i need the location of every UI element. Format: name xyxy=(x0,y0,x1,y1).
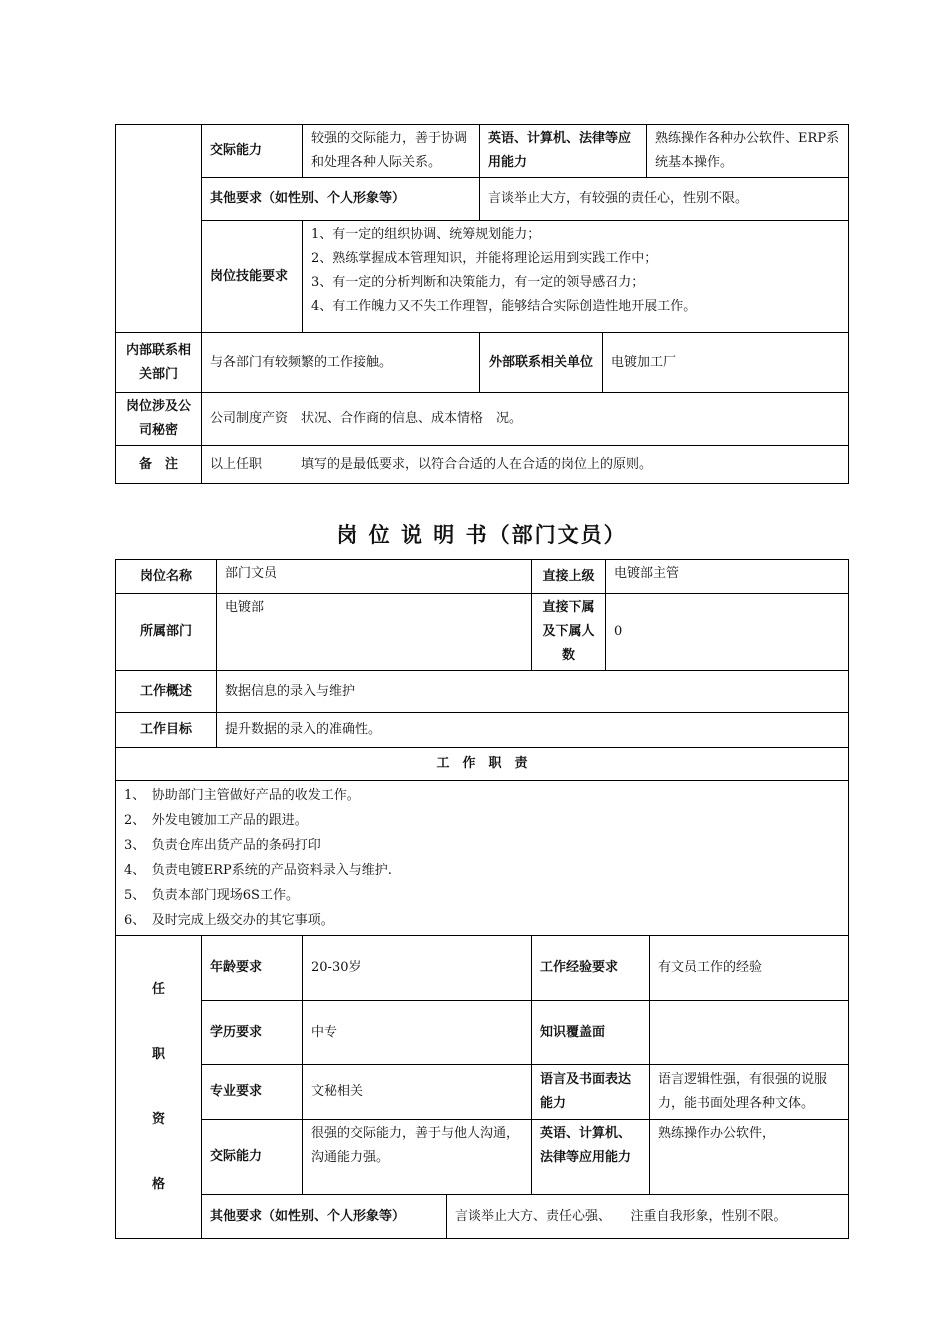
department-label: 所属部门 xyxy=(116,594,217,671)
secret-value: 公司制度产资 状况、合作商的信息、成本情格 况。 xyxy=(202,393,849,446)
experience-value: 有文员工作的经验 xyxy=(650,936,849,1001)
overview-label: 工作概述 xyxy=(116,671,217,713)
duty-item: 6、 及时完成上级交办的其它事项。 xyxy=(124,913,334,928)
other-requirements-value-2: 言谈举止大方、责任心强、 注重自我形象，性别不限。 xyxy=(447,1195,849,1239)
social-ability-value-2: 很强的交际能力，善于与他人沟通，沟通能力强。 xyxy=(303,1120,532,1195)
note-label: 备 注 xyxy=(116,446,202,484)
lang-ability-label: 英语、计算机、法律等应用能力 xyxy=(480,125,647,178)
external-contact-label: 外部联系相关单位 xyxy=(480,333,603,393)
major-value: 文秘相关 xyxy=(303,1065,532,1120)
internal-contact-label: 内部联系相关部门 xyxy=(116,333,202,393)
duty-item: 4、 负责电镀ERP系统的产品资料录入与维护. xyxy=(124,863,392,878)
job-description-table xyxy=(115,559,849,1239)
skill-requirements-value: 1、有一定的组织协调、统筹规划能力； 2、熟练掌握成本管理知识，并能将理论运用到实践工作中； 3、有一定的分析判断和决策能力，有一定的领导感召力； 4、有工作魄力又不失工作理智，能够结合实际创造性地开展工作。 xyxy=(303,221,849,333)
subordinates-label: 直接下属及下属人数 xyxy=(532,594,606,671)
knowledge-value xyxy=(650,1001,849,1065)
qual-char: 资 xyxy=(151,1112,165,1127)
social-ability-value: 较强的交际能力，善于协调和处理各种人际关系。 xyxy=(303,125,480,178)
age-label: 年龄要求 xyxy=(202,936,303,1001)
lang-ability-value-2: 熟练操作办公软件， xyxy=(650,1120,849,1195)
duty-item: 1、 协助部门主管做好产品的收发工作。 xyxy=(124,788,360,803)
job-name-value: 部门文员 xyxy=(217,560,532,594)
qual-char: 职 xyxy=(151,1047,165,1062)
note-value: 以上任职 填写的是最低要求，以符合合适的人在合适的岗位上的原则。 xyxy=(202,446,849,484)
top-requirements-table xyxy=(115,124,849,484)
education-label: 学历要求 xyxy=(202,1001,303,1065)
job-name-label: 岗位名称 xyxy=(116,560,217,594)
age-value: 20-30岁 xyxy=(303,936,532,1001)
duty-item: 5、 负责本部门现场6S工作。 xyxy=(124,888,299,903)
qual-char: 格 xyxy=(151,1177,165,1192)
duties-list xyxy=(116,781,849,936)
department-value: 电镀部 xyxy=(217,594,532,671)
superior-value: 电镀部主管 xyxy=(606,560,849,594)
duty-item: 2、 外发电镀加工产品的跟进。 xyxy=(124,813,308,828)
skill-requirements-label: 岗位技能要求 xyxy=(202,221,303,333)
superior-label: 直接上级 xyxy=(532,560,606,594)
duty-item: 3、 负责仓库出货产品的条码打印 xyxy=(124,838,321,853)
qualification-side-cell xyxy=(116,125,202,333)
social-ability-label-2: 交际能力 xyxy=(202,1120,303,1195)
overview-value: 数据信息的录入与维护 xyxy=(217,671,849,713)
goal-value: 提升数据的录入的准确性。 xyxy=(217,713,849,748)
major-label: 专业要求 xyxy=(202,1065,303,1120)
writing-ability-label: 语言及书面表达能力 xyxy=(532,1065,650,1120)
secret-label: 岗位涉及公司秘密 xyxy=(116,393,202,446)
experience-label: 工作经验要求 xyxy=(532,936,650,1001)
other-requirements-label: 其他要求（如性别、个人形象等） xyxy=(202,178,480,221)
qualification-vertical-label xyxy=(116,936,202,1239)
education-value: 中专 xyxy=(303,1001,532,1065)
qual-char: 任 xyxy=(151,982,165,997)
goal-label: 工作目标 xyxy=(116,713,217,748)
other-requirements-label-2: 其他要求（如性别、个人形象等） xyxy=(202,1195,447,1239)
lang-ability-label-2: 英语、计算机、法律等应用能力 xyxy=(532,1120,650,1195)
document-title: 岗 位 说 明 书（部门文员） xyxy=(336,523,627,547)
social-ability-label: 交际能力 xyxy=(202,125,303,178)
knowledge-label: 知识覆盖面 xyxy=(532,1001,650,1065)
lang-ability-value: 熟练操作各种办公软件、ERP系统基本操作。 xyxy=(647,125,849,178)
writing-ability-value: 语言逻辑性强，有很强的说服力，能书面处理各种文体。 xyxy=(650,1065,849,1120)
external-contact-value: 电镀加工厂 xyxy=(603,333,849,393)
subordinates-value: 0 xyxy=(606,594,849,671)
other-requirements-value: 言谈举止大方，有较强的责任心，性别不限。 xyxy=(480,178,849,221)
internal-contact-value: 与各部门有较频繁的工作接触。 xyxy=(202,333,480,393)
duties-header: 工 作 职 责 xyxy=(116,748,849,781)
